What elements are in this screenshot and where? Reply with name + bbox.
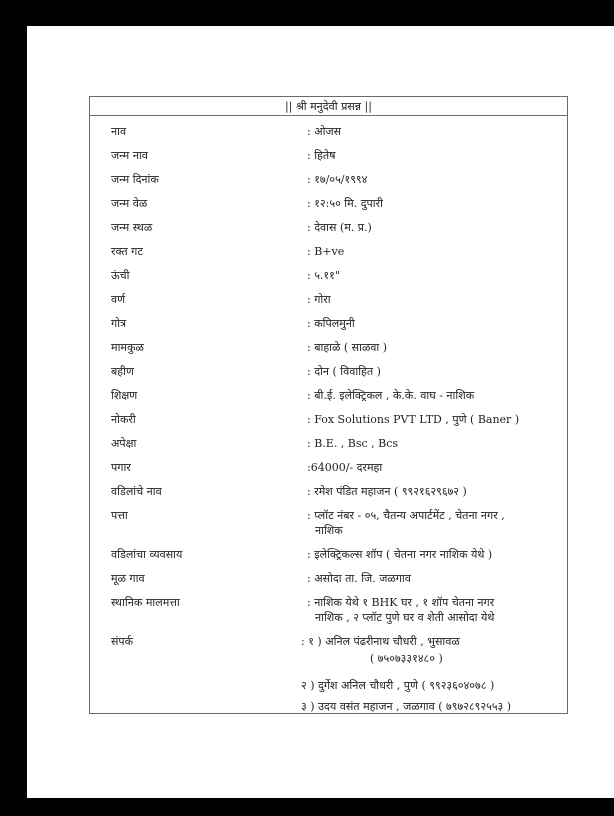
row-label: ऊंची [111, 269, 130, 282]
row-value: : Fox Solutions PVT LTD , पुणे ( Baner ) [307, 413, 520, 426]
row-value: : प्लॉट नंबर - ०५, चैतन्य अपार्टमेंट , चेतना नगर , [307, 509, 505, 522]
row-value: : B.E. , Bsc , Bcs [307, 437, 399, 450]
row-value-cont: नाशिक [315, 524, 343, 537]
row-label: जन्म स्थळ [111, 221, 153, 234]
row-value: : बी.ई. इलेक्ट्रिकल , के.के. वाघ - नाशिक [307, 389, 475, 402]
row-label: वर्ण [111, 293, 126, 306]
row-value: : B+ve [307, 245, 345, 258]
row-value: : देवास (म. प्र.) [307, 221, 372, 234]
title-divider [90, 115, 567, 116]
row-label: मामकुळ [111, 341, 144, 354]
row-value: : १७/०५/१९९४ [307, 173, 368, 186]
row-label: पत्ता [111, 509, 128, 522]
row-value: : बाहाळे ( साळवा ) [307, 341, 388, 354]
row-value-cont: ( ७५०७३३१४८० ) [370, 652, 443, 665]
row-value: : ५.११" [307, 269, 340, 282]
row-label: संपर्क [111, 635, 134, 648]
row-label: नोकरी [111, 413, 136, 426]
row-label: रक्त गट [111, 245, 143, 258]
row-label: नाव [111, 125, 127, 138]
row-value: : हितेष [307, 149, 336, 162]
document-title: || श्री मनुदेवी प्रसन्न || [285, 100, 372, 113]
row-value: : कपिलमुनी [307, 317, 355, 330]
row-label: बहीण [111, 365, 134, 378]
row-label: अपेक्षा [111, 437, 137, 450]
row-label: जन्म दिनांक [111, 173, 159, 186]
row-value-cont: नाशिक , २ प्लॉट पुणे घर व शेती आसोदा येथे [315, 611, 495, 624]
row-value: : नाशिक येथे १ BHK घर , १ शॉप चेतना नगर [307, 596, 495, 609]
row-value: : १२:५० मि. दुपारी [307, 197, 383, 210]
row-label: जन्म नाव [111, 149, 148, 162]
row-value: : असोदा ता. जि. जळगाव [307, 572, 411, 585]
row-value: : गोरा [307, 293, 331, 306]
row-value: ३ ) उदय वसंत महाजन , जळगाव ( ७९७२८९२५५३ ) [301, 700, 512, 713]
document-page [27, 26, 614, 798]
row-label: स्थानिक मालमत्ता [111, 596, 180, 609]
biodata-table [89, 96, 568, 714]
row-label: पगार [111, 461, 131, 474]
row-label: वडिलांचे नाव [111, 485, 162, 498]
row-label: वडिलांचा व्यवसाय [111, 548, 183, 561]
row-label: मूळ गाव [111, 572, 145, 585]
row-label: गोत्र [111, 317, 127, 330]
row-value: : इलेक्ट्रिकल्स शॉप ( चेतना नगर नाशिक येथे ) [307, 548, 493, 561]
row-value: : १ ) अनिल पंढरीनाथ चौधरी , भुसावळ [301, 635, 460, 648]
row-value: : दोन ( विवाहित ) [307, 365, 381, 378]
row-value: :64000/- दरमहा [307, 461, 383, 474]
row-value: २ ) दुर्गेश अनिल चौधरी , पुणे ( ९९२३६०४०७८ ) [301, 679, 495, 692]
row-value: : ओजस [307, 125, 342, 138]
row-label: शिक्षण [111, 389, 138, 402]
row-value: : रमेश पंडित महाजन ( ९९२१६२९६७२ ) [307, 485, 467, 498]
row-label: जन्म वेळ [111, 197, 148, 210]
